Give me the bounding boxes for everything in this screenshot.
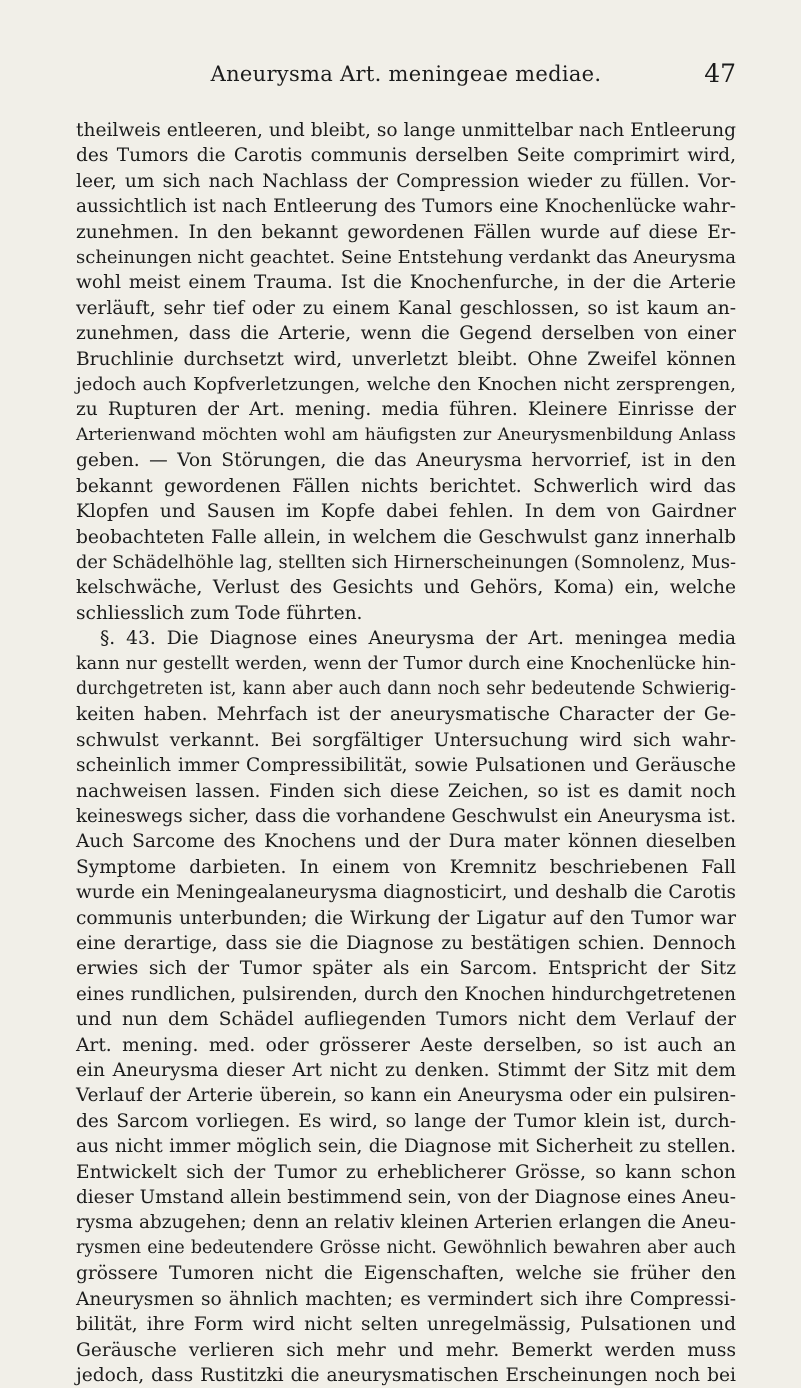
- text-line: Entwickelt sich der Tumor zu erheblicherer Grösse, so kann schon: [76, 1161, 736, 1183]
- page-number: 47: [704, 59, 736, 88]
- paragraph-diagnosis: [76, 626, 736, 1388]
- text-line: Bruchlinie durchsetzt wird, unverletzt bleibt. Ohne Zweifel können: [76, 348, 736, 370]
- text-line: zunehmen, dass die Arterie, wenn die Gegend derselben von einer: [76, 323, 736, 345]
- text-line: §. 43. Die Diagnose eines Aneurysma der Art. meningea media: [100, 628, 736, 650]
- text-line: Aneurysmen so ähnlich machten; es vermindert sich ihre Compressi-: [76, 1288, 736, 1310]
- text-line: jedoch, dass Rustitzki die aneurysmatischen Erscheinungen noch bei: [76, 1364, 736, 1386]
- text-line: schwulst verkannt. Bei sorgfältiger Untersuchung wird sich wahr-: [76, 729, 736, 751]
- text-line: ein Aneurysma dieser Art nicht zu denken. Stimmt der Sitz mit dem: [76, 1060, 736, 1082]
- text-line: aussichtlich ist nach Entleerung des Tumors eine Knochenlücke wahr-: [76, 196, 736, 218]
- text-line: scheinungen nicht geachtet. Seine Entstehung verdankt das Aneurysma: [76, 247, 736, 269]
- text-line: dieser Umstand allein bestimmend sein, von der Diagnose eines Aneu-: [76, 1187, 736, 1209]
- text-line: kelschwäche, Verlust des Gesichts und Gehörs, Koma) ein, welche: [76, 577, 736, 599]
- text-line: aus nicht immer möglich sein, die Diagnose mit Sicherheit zu stellen.: [76, 1136, 736, 1158]
- text-line: keiten haben. Mehrfach ist der aneurysmatische Character der Ge-: [76, 704, 736, 726]
- text-line: Auch Sarcome des Knochens und der Dura mater können dieselben: [76, 831, 736, 853]
- text-line: leer, um sich nach Nachlass der Compression wieder zu füllen. Vor-: [76, 170, 736, 192]
- text-line: theilweis entleeren, und bleibt, so lange unmittelbar nach Entleerung: [76, 120, 736, 141]
- text-line: geben. — Von Störungen, die das Aneurysma hervorrief, ist in den: [76, 450, 736, 472]
- text-line: rysmen eine bedeutendere Grösse nicht. Gewöhnlich bewahren aber auch: [76, 1237, 736, 1258]
- text-line: bekannt gewordenen Fällen nichts berichtet. Schwerlich wird das: [76, 475, 736, 497]
- text-line: grössere Tumoren nicht die Eigenschaften, welche sie früher den: [76, 1263, 736, 1285]
- body-text: [76, 118, 736, 1388]
- text-line: jedoch auch Kopfverletzungen, welche den Knochen nicht zersprengen,: [76, 374, 736, 396]
- text-line: wohl meist einem Trauma. Ist die Knochenfurche, in der die Arterie: [76, 272, 736, 294]
- text-line: des Tumors die Carotis communis derselben Seite comprimirt wird,: [76, 145, 736, 167]
- text-line: der Schädelhöhle lag, stellten sich Hirnerscheinungen (Somnolenz, Mus-: [76, 551, 736, 573]
- text-line: zu Rupturen der Art. mening. media führen. Kleinere Einrisse der: [76, 399, 736, 421]
- text-line: nachweisen lassen. Finden sich diese Zeichen, so ist es damit noch: [76, 780, 736, 802]
- text-line: eine derartige, dass sie die Diagnose zu bestätigen schien. Dennoch: [76, 933, 736, 954]
- text-line: rysma abzugehen; denn an relativ kleinen Arterien erlangen die Aneu-: [76, 1212, 736, 1234]
- text-line: des Sarcom vorliegen. Es wird, so lange der Tumor klein ist, durch-: [76, 1110, 736, 1132]
- text-line: wurde ein Meningealaneurysma diagnosticirt, und deshalb die Carotis: [76, 882, 736, 904]
- text-line: kann nur gestellt werden, wenn der Tumor durch eine Knochenlücke hin-: [76, 653, 736, 674]
- text-line: beobachteten Falle allein, in welchem die Geschwulst ganz innerhalb: [76, 526, 736, 548]
- text-line: keineswegs sicher, dass die vorhandene Geschwulst ein Aneurysma ist.: [76, 805, 736, 827]
- text-line: Geräusche verlieren sich mehr und mehr. Bemerkt werden muss: [76, 1339, 736, 1361]
- paragraph-aneurysm-description: [76, 118, 736, 626]
- text-line: verläuft, sehr tief oder zu einem Kanal geschlossen, so ist kaum an-: [76, 297, 736, 319]
- text-line: durchgetreten ist, kann aber auch dann noch sehr bedeutende Schwierig-: [76, 678, 736, 699]
- text-line: bilität, ihre Form wird nicht selten unregelmässig, Pulsationen und: [76, 1314, 736, 1336]
- text-line: zunehmen. In den bekannt gewordenen Fällen wurde auf diese Er-: [76, 221, 736, 243]
- text-line: eines rundlichen, pulsirenden, durch den Knochen hindurchgetretenen: [76, 983, 736, 1005]
- text-line: Art. mening. med. oder grösserer Aeste derselben, so ist auch an: [76, 1034, 736, 1056]
- text-line: erwies sich der Tumor später als ein Sarcom. Entspricht der Sitz: [76, 958, 736, 980]
- text-line: Verlauf der Arterie überein, so kann ein Aneurysma oder ein pulsiren-: [76, 1085, 736, 1107]
- page-header: [76, 59, 736, 98]
- text-line: schliesslich zum Tode führten.: [76, 602, 363, 624]
- text-line: und nun dem Schädel aufliegenden Tumors nicht dem Verlauf der: [76, 1009, 736, 1031]
- running-title: Aneurysma Art. meningeae mediae.: [210, 62, 602, 86]
- text-line: Arterienwand möchten wohl am häufigsten zur Aneurysmenbildung Anlass: [76, 424, 736, 445]
- text-line: communis unterbunden; die Wirkung der Ligatur auf den Tumor war: [76, 907, 736, 929]
- text-line: scheinlich immer Compressibilität, sowie Pulsationen und Geräusche: [76, 755, 736, 777]
- text-line: Symptome darbieten. In einem von Kremnitz beschriebenen Fall: [76, 856, 736, 878]
- text-line: Klopfen und Sausen im Kopfe dabei fehlen. In dem von Gairdner: [76, 501, 736, 523]
